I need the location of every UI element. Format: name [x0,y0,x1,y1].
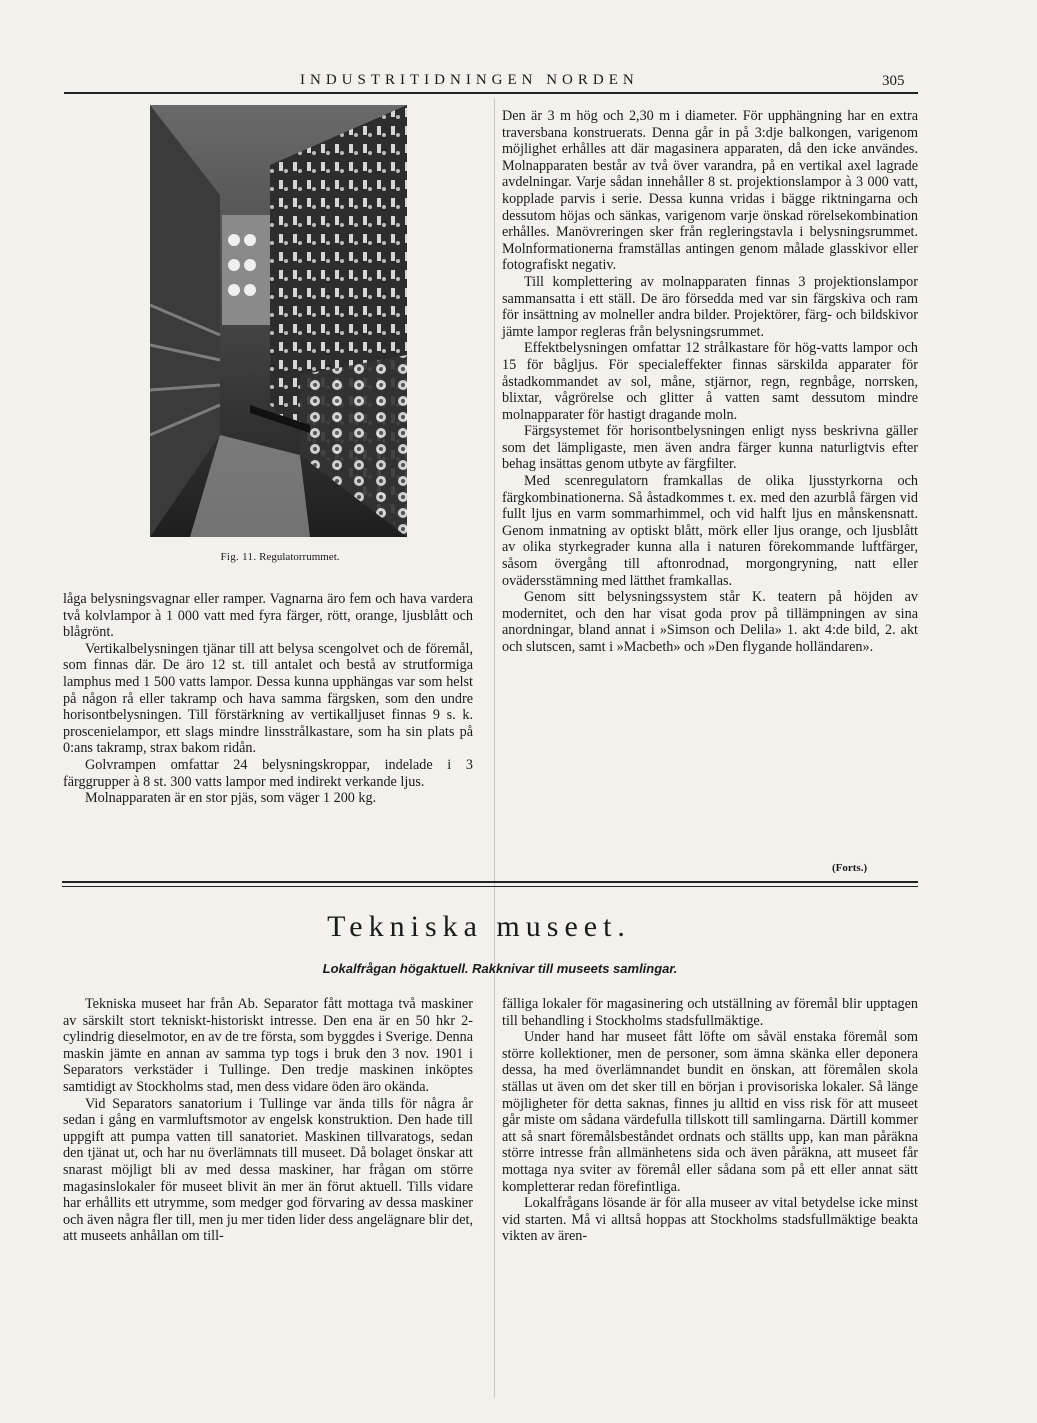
article-left-column [63,996,473,1245]
upper-left-column [63,591,473,807]
regulator-room-illustration [150,105,407,537]
page-number: 305 [882,73,905,89]
paragraph: Effektbelysningen omfattar 12 strålkastare för hög-vatts lampor och 15 för bågljus. För specialeffekter finnas särskilda apparater för åstadkommandet av sol, måne, stjärnor, regn, regnbåge, norrsken, blixtar, vågrörelse och glitter å vatten samt dessutom mindre molnapparater för hastigt dragande moln. [502,340,918,423]
section-rule-top [62,881,918,883]
paragraph: Molnapparaten är en stor pjäs, som väger 1 200 kg. [85,790,377,807]
paragraph: Vid Separators sanatorium i Tullinge var ända tills för några år sedan i gång en varmluftsmotor av engelsk konstruktion. Den hade till uppgift att pumpa vatten till sanatoriet. Maskinen tillvaratogs, sedan den tjänat ut, och har nu överlämnats till museet. Då bolaget önskar att snarast möjligt bli av med dessa maskiner, har frågan om större magasinslokaler för museet blivit än mer än förut aktuell. Tills vidare har erhållits ett utrymme, som medger god förvaring av dessa maskiner och även några fler till, men ju mer tiden lider dess angelägnare blir det, att museets anhållan om till- [63,1095,473,1245]
section-rule-bottom [62,886,918,887]
article-right-column [502,996,918,1245]
figure-caption-text: Regulatorrummet. [259,551,340,563]
paragraph: Lokalfrågans lösande är för alla museer av vital betydelse icke minst vid starten. Må vi alltså hoppas att Stockholms stadsfullmäktige beakta vikten av ären- [502,1195,918,1245]
paragraph: Med scenregulatorn framkallas de olika ljusstyrkorna och färgkombinationerna. Så åstadkommes t. ex. med den azurblå färgen vid fullt ljus en varm sommarhimmel, och vid halft ljus en månskensnatt. Genom inmatning av optiskt blått, mörk eller ljus orange, och ljusblått av olika styrkegrader kunna alla i naturen förekommande luftfärger, såsom övergång till aftonrodnad, morgongryning, natt eller ovädersstämning med lätthet framkallas. [502,473,918,589]
article-subtitle: Lokalfrågan högaktuell. Rakknivar till museets samlingar. [322,961,678,976]
paragraph: Genom sitt belysningssystem står K. teatern på höjden av modernitet, och den har visat goda prov på tillämpningen av sina anordningar, bland annat i »Simson och Delila» 1. akt 4:de bild, 2. akt och slutscen, samt i »Macbeth» och »Den flygande holländaren». [502,589,918,655]
figure-caption [180,551,380,563]
paragraph: Under hand har museet fått löfte om såväl enstaka föremål som större kollektioner, men de personer, som ämna skänka eller deponera dessa, ha med överlämnandet bundit en önskan, att föremålen skola ställas ut även om det sker till en början i provisoriska lokaler. Så länge möjligheter för detta saknas, finnes ju alltid en viss risk för att museet går miste om sådana värdefulla tillskott till samlingarna. Därtill kommer att så snart föremålsbeståndet ordnats och ställts upp, kan man påräkna större intresse från allmänhetens sida och även påräkna, att museet får mottaga nya sviter av föremål eller sådana som på ett eller annat sätt kompletterar redan förefintliga. [502,1029,918,1195]
paragraph: Till komplettering av molnapparaten finnas 3 projektionslampor sammansatta i ett ställ. De äro försedda med var sin färgskiva och ram för insättning av molneller andra bilder. Projektörer, färg- och bildskivor jämte lampor regleras från belysningsrummet. [502,273,918,340]
continued-note: (Forts.) [832,862,868,874]
upper-right-column [502,108,918,656]
paragraph: låga belysningsvagnar eller ramper. Vagnarna äro fem och hava vardera två kolvlampor à 1 000 vatt med fyra färger, rött, orange, ljusblått och blågrönt. [63,591,473,641]
paragraph: Den är 3 m hög och 2,30 m i diameter. För upphängning har en extra traversbana konstruerats. Denna går in på 3:dje balkongen, varigenom möjlighet erhålles att där magasinera apparaten, då den icke användes. Molnapparaten består av två över varandra, på en vertikal axel lagrade avdelningar. Varje sådan innehåller 8 st. projektionslampor à 3 000 vatt, kopplade parvis i serie. Dessa kunna vridas i bägge riktningarna och dessutom höjas och sänkas, varigenom varje önskad rörelsekombination erhålles. Manövreringen sker från regleringstavla i belysningsrummet. Molnformationerna framställas antingen genom målade glasskivor eller fotografiskt negativ. [502,108,918,274]
column-gutter [494,98,495,1398]
paragraph: Vertikalbelysningen tjänar till att belysa scengolvet och de föremål, som finnas där. De äro 12 st. till antalet och bestå av strutformiga lamphus med 1 500 vatts lampor. Dessa kunna upphängas var som helst på någon rå eller takramp och hava samma färgsken, som den undre horisontbelysningen. Till förstärkning av vertikalljuset finnas 9 s. k. proscenielampor, ett slags mindre linsstrålkastare, som ha sin plats på 0:ans takramp, strax bakom ridån. [63,640,473,757]
article-title: Tekniska museet. [327,910,631,943]
paragraph: Golvrampen omfattar 24 belysningskroppar, indelade i 3 färggrupper à 8 st. 300 vatts lampor med indirekt verkande ljus. [63,756,473,790]
paragraph: Färgsystemet för horisontbelysningen enligt nyss beskrivna gäller som det lämpligaste, men även andra färger kunna naturligtvis efter behag insättas genom utbyte av färgfilter. [502,423,918,473]
figure-label: Fig. 11. [220,551,257,563]
paragraph: fälliga lokaler för magasinering och utställning av föremål blir upptagen till behandling i Stockholms stadsfullmäktige. [502,996,918,1029]
journal-title: INDUSTRITIDNINGEN NORDEN [300,72,639,88]
header-rule [64,92,918,94]
regulator-room-photo [150,105,407,537]
paragraph: Tekniska museet har från Ab. Separator fått mottaga två maskiner av särskilt stort tekniskt-historiskt intresse. Den ena är en 50 hkr 2-cylindrig dieselmotor, en av de tre första, som byggdes i Sverige. Denna maskin jämte en annan av samma typ togs i bruk den 3 nov. 1901 i Separators verkstäder i Tullinge. Den tredje maskinen inköptes samtidigt av Stockholms stad, men dess vidare öden äro okända. [63,996,473,1095]
